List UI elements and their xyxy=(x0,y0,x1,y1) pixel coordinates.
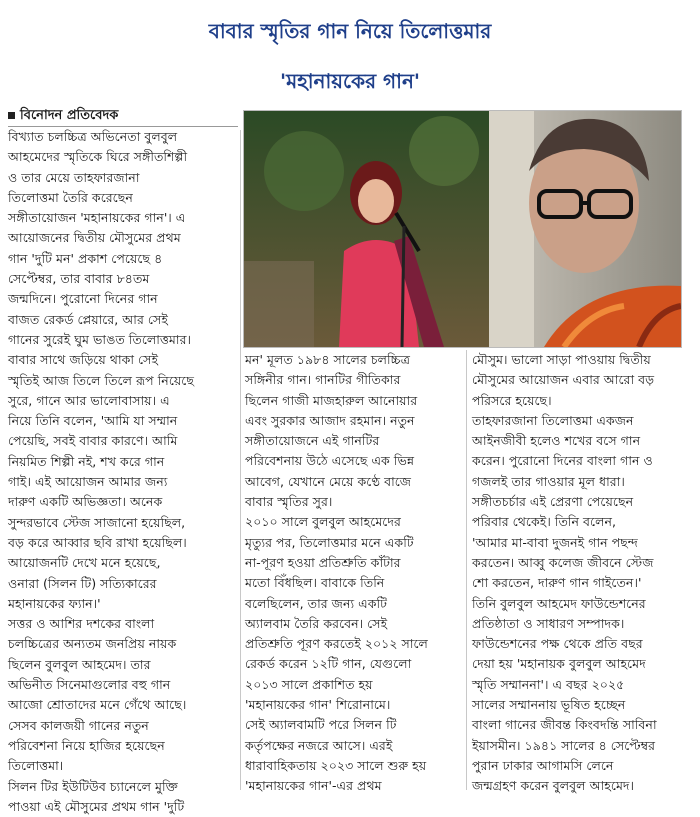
article-line: নিয়ে তিনি বলেন, 'আমি যা সম্মান xyxy=(8,413,178,429)
article-column-1 xyxy=(8,127,240,817)
article-line: ২০১৩ সালে প্রকাশিত হয় xyxy=(245,676,373,692)
article-line: নিয়মিত শিল্পী নই, শখ করে গান xyxy=(8,453,165,469)
article-line: সঙ্গিনীর গান। গানটির গীতিকার xyxy=(245,372,401,388)
article-line: এবং সুরকার আজাদ রহমান। নতুন xyxy=(245,412,415,428)
article-line: দেয়া হয় 'মহানায়ক বুলবুল আহমেদ xyxy=(472,656,646,672)
article-line: করতেন। আব্বু কলেজ জীবনে স্টেজ xyxy=(472,554,654,570)
article-line: পাওয়া এই মৌসুমের প্রথম গান 'দুটি xyxy=(8,798,185,814)
article-photo xyxy=(243,110,682,348)
article-line: জন্মদিনে। পুরোনো দিনের গান xyxy=(8,291,158,307)
article-line: আইনজীবী হলেও শখের বসে গান xyxy=(472,433,641,449)
article-line: সালের সম্মাননায় ভূষিত হচ্ছেন xyxy=(472,697,626,713)
article-line: বাবার স্মৃতির সুর। xyxy=(245,494,333,510)
article-line: পরিসরে হয়েছে। xyxy=(472,392,552,408)
article-line: পরিবার থেকেই। তিনি বলেন, xyxy=(472,514,617,530)
article-line: চলচ্চিত্রের অন্যতম জনপ্রিয় নায়ক xyxy=(8,636,177,652)
article-line: ধারাবাহিকতায় ২০২৩ সালে শুরু হয় xyxy=(245,757,427,773)
article-line: ছিলেন গাজী মাজহারুল আনোয়ার xyxy=(245,392,418,408)
article-line: সত্তর ও আশির দশকের বাংলা xyxy=(8,616,155,632)
article-line: আবেগ, যেখানে মেয়ে কণ্ঠে বাজে xyxy=(245,473,412,489)
article-line: তিলোত্তমা। xyxy=(8,758,64,774)
article-line: বড় করে আব্বার ছবি রাখা হয়েছিল। xyxy=(8,534,187,550)
article-column-3 xyxy=(472,350,694,797)
article-line: সঙ্গীতায়োজন 'মহানায়কের গান'। এ xyxy=(8,210,186,226)
byline xyxy=(8,106,238,126)
article-line: না-পূরণ হওয়া প্রতিশ্রুতি কাঁটার xyxy=(245,554,401,570)
headline-line-2: 'মহানায়কের গান' xyxy=(279,69,420,93)
article-line: ফাউন্ডেশনের পক্ষ থেকে প্রতি বছর xyxy=(472,636,643,652)
column-rule-1 xyxy=(240,130,241,790)
article-line: সঙ্গীতায়োজনে এই গানটির xyxy=(245,433,380,449)
article-line: মন' মূলত ১৯৮৪ সালের চলচ্চিত্র xyxy=(245,352,410,367)
article-line: গাই। এই আয়োজন আমার জন্য xyxy=(8,474,168,490)
article-line: রেকর্ড করেন ১২টি গান, যেগুলো xyxy=(245,656,412,672)
article-line: তিলোত্তমা তৈরি করেছেন xyxy=(8,189,133,205)
article-line: গানের সুরেই ঘুম ভাঙত তিলোত্তমার। xyxy=(8,331,192,347)
article-line: স্মৃতিই আজ তিলে তিলে রূপ নিয়েছে xyxy=(8,372,194,388)
article-line: মৌসুম। ভালো সাড়া পাওয়ায় দ্বিতীয় xyxy=(472,352,651,367)
article-line: প্রতিশ্রুতি পূরণ করতেই ২০১২ সালে xyxy=(245,636,428,652)
article-line: কর্তৃপক্ষের নজরে আসে। এরই xyxy=(245,737,393,753)
article-line: সেপ্টেম্বর, তার বাবার ৮৪তম xyxy=(8,271,150,287)
article-line: করেন। পুরোনো দিনের বাংলা গান ও xyxy=(472,453,653,469)
article-line: পরিবেশনা নিয়ে হাজির হয়েছেন xyxy=(8,737,165,753)
column-2-lines xyxy=(245,350,467,797)
article-line: পুরান ঢাকার আগামসি লেনে xyxy=(472,757,614,773)
article-line: 'মহানায়কের গান'-এর প্রথম xyxy=(245,778,382,794)
article-line: তাহফারজানা তিলোত্তমা একজন xyxy=(472,412,634,428)
article-line: ইয়াসমীন। ১৯৪১ সালের ৪ সেপ্টেম্বর xyxy=(472,737,656,753)
photo-illustration xyxy=(244,111,681,347)
headline-line-1: বাবার স্মৃতির গান নিয়ে তিলোত্তমার xyxy=(208,19,492,43)
article-line: পেয়েছি, সবই বাবার কারণে। আমি xyxy=(8,433,178,449)
article-line: আজো শ্রোতাদের মনে গেঁথে আছে। xyxy=(8,697,187,713)
article-line: সিলন টির ইউটিউব চ্যানেলে মুক্তি xyxy=(8,778,178,794)
article-line: আয়োজনটি দেখে মনে হয়েছে, xyxy=(8,555,161,571)
article-line: দারুণ একটি অভিজ্ঞতা। অনেক xyxy=(8,494,163,510)
article-line: মৌসুমের আয়োজন এবার আরো বড় xyxy=(472,372,655,388)
article-line: ওনারা (সিলন টি) সত্যিকারের xyxy=(8,575,157,591)
article-line: ও তার মেয়ে তাহফারজানা xyxy=(8,169,140,185)
article-line: বিখ্যাত চলচ্চিত্র অভিনেতা বুলবুল xyxy=(8,129,178,144)
article-line: আহমেদের স্মৃতিকে ঘিরে সঙ্গীতশিল্পী xyxy=(8,149,188,165)
article-line: সেসব কালজয়ী গানের নতুন xyxy=(8,717,149,733)
article-line: মহানায়কের ফ্যান।' xyxy=(8,595,101,611)
article-line: বলেছিলেন, তার জন্য একটি xyxy=(245,595,387,611)
article-line: মৃত্যুর পর, তিলোত্তমার মনে একটি xyxy=(245,534,414,550)
column-3-lines xyxy=(472,350,694,797)
article-line: স্মৃতি সম্মাননা'। এ বছর ২০২৫ xyxy=(472,676,625,692)
article-line: প্রতিষ্ঠাতা ও সাধারণ সম্পাদক। xyxy=(472,615,625,631)
article-line: বাবার সাথে জড়িয়ে থাকা সেই xyxy=(8,352,159,368)
article-line: সুরে, গানে আর ভালোবাসায়। এ xyxy=(8,392,170,408)
article-line: বাংলা গানের জীবন্ত কিংবদন্তি সাবিনা xyxy=(472,717,657,733)
article-line: অ্যালবাম তৈরি করবেন। সেই xyxy=(245,615,388,631)
bullet-icon xyxy=(8,112,15,119)
article-line: পরিবেশনায় উঠে এসেছে এক ভিন্ন xyxy=(245,453,415,469)
article-line: সুন্দরভাবে স্টেজ সাজানো হয়েছিল, xyxy=(8,514,186,530)
article-line: 'আমার মা-বাবা দুজনই গান পছন্দ xyxy=(472,534,638,550)
article-line: জন্মগ্রহণ করেন বুলবুল আহমেদ। xyxy=(472,778,635,794)
article-line: বাজত রেকর্ড প্লেয়ারে, আর সেই xyxy=(8,311,168,327)
article-line: ২০১০ সালে বুলবুল আহমেদের xyxy=(245,514,401,530)
article-line: মতো বিঁধছিল। বাবাকে তিনি xyxy=(245,575,385,591)
article-line: গজলই তার গাওয়ার মূল ধারা। xyxy=(472,473,625,489)
article-line: সঙ্গীতচর্চার এই প্রেরণা পেয়েছেন xyxy=(472,494,634,510)
headline xyxy=(0,6,700,106)
byline-text: বিনোদন প্রতিবেদক xyxy=(20,108,119,123)
article-line: শো করতেন, দারুণ গান গাইতেন।' xyxy=(472,575,642,591)
column-1-lines xyxy=(8,127,240,817)
article-line: তিনি বুলবুল আহমেদ ফাউন্ডেশনের xyxy=(472,595,646,611)
article-column-2 xyxy=(245,350,467,797)
article-line: 'মহানায়কের গান' শিরোনামে। xyxy=(245,697,391,713)
article-line: আয়োজনের দ্বিতীয় মৌসুমের প্রথম xyxy=(8,230,181,246)
article-line: ছিলেন বুলবুল আহমেদ। তার xyxy=(8,656,151,672)
article-line: অভিনীত সিনেমাগুলোর বহু গান xyxy=(8,677,171,693)
article-line: সেই অ্যালবামটি পরে সিলন টি xyxy=(245,717,397,733)
article-line: গান 'দুটি মন' প্রকাশ পেয়েছে ৪ xyxy=(8,250,163,266)
